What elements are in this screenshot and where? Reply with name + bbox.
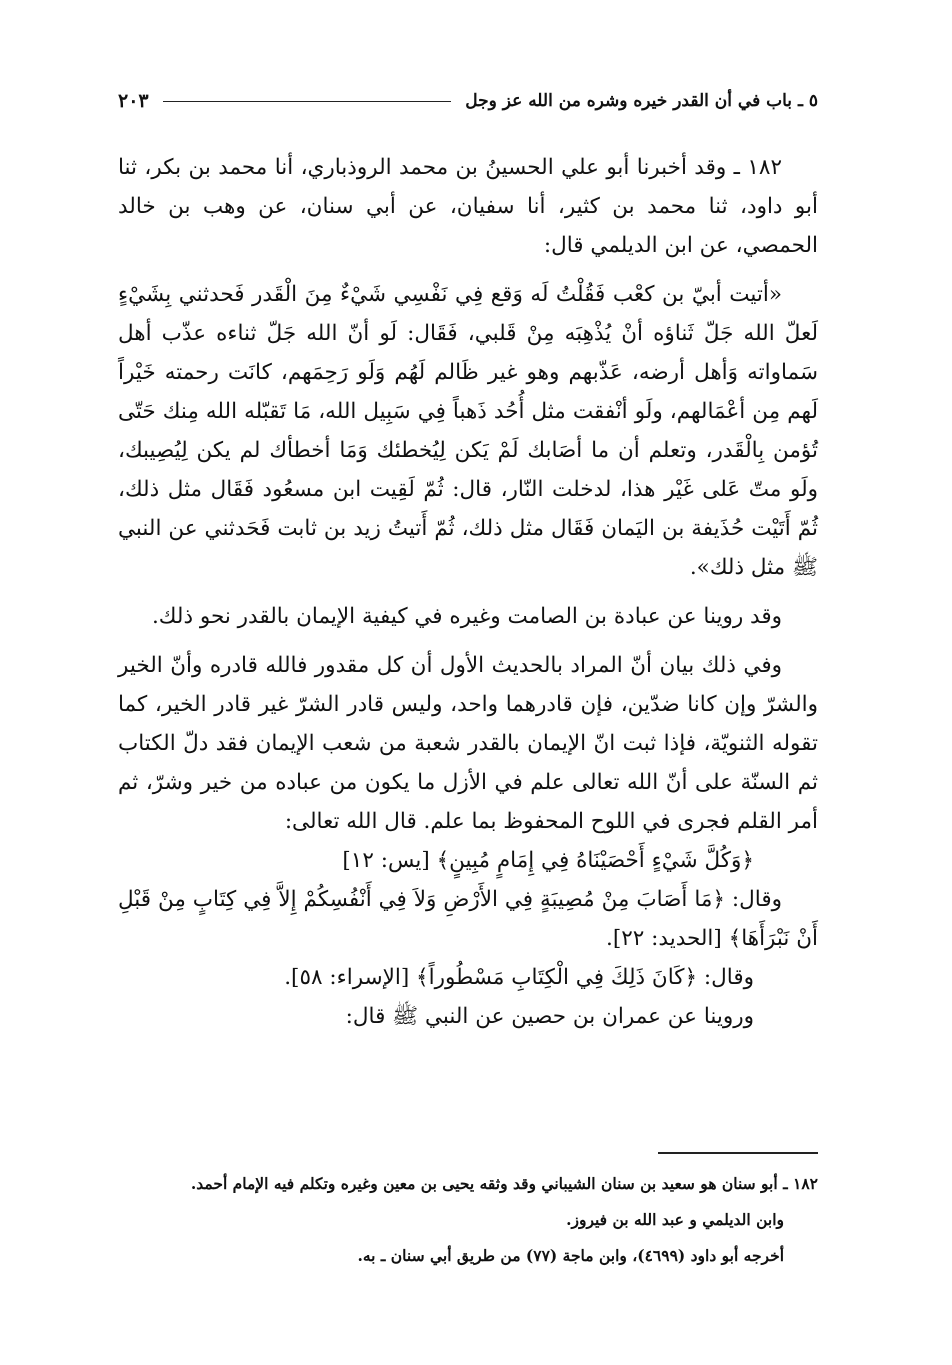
quran-verse-hadid: وقال: ﴿مَا أَصَابَ مِنْ مُصِيبَةٍ فِي الأَرْضِ وَلاَ فِي أَنْفُسِكُمْ إِلاَّ فِي كِتَابٍ مِنْ قَبْلِ أَنْ نَبْرَأَهَا﴾ [الحديد: ٢٢]. xyxy=(118,887,818,951)
page-number: ٢٠٣ xyxy=(118,90,149,112)
main-text xyxy=(118,148,818,1036)
running-title: ٥ ـ باب في أن القدر خيره وشره من الله عز وجل xyxy=(465,91,818,111)
footnote-separator xyxy=(658,1152,818,1154)
page-header xyxy=(118,86,818,116)
quran-verse-yasin: ﴿وَكُلَّ شَيْءٍ أَحْصَيْنَاهُ فِي إِمَامٍ مُبِينٍ﴾ [يس: ١٢] xyxy=(342,848,754,873)
quran-verse-isra: وقال: ﴿كَانَ ذَلِكَ فِي الْكِتَابِ مَسْطُوراً﴾ [الإسراء: ٥٨]. xyxy=(284,965,754,990)
explanation-paragraph: وفي ذلك بيان أنّ المراد بالحديث الأول أن كل مقدور فالله قادره وأنّ الخير والشرّ وإن كانا ضدّين، فإن قادرهما واحد، وليس قادر الشرّ غير قادر الخير، كما تقوله الثنويّة، فإذا ثبت انّ الإيمان بالقدر شعبة من شعب الإيمان فقد دلّ الكتاب ثم السنّة على أنّ الله تعالى علم في الأزل ما يكون من عباده من خير وشرّ، ثم أمر القلم فجرى في اللوح المحفوظ بما علم. قال الله تعالى: xyxy=(118,653,818,834)
hadith-matn-paragraph: «أتيت أبيّ بن كعْب فَقُلْتُ لَه وَقع فِي نَفْسِي شَيْءٌ مِنَ الْقَدر فَحدثني بِشَيْءٍ لَعلّ الله جَلّ ثَناؤه أنْ يُذْهِبَه مِنْ قَلبي، فَقَال: لَو أنّ الله جَلّ ثناءه عذّب أهل سَماواته وَأهل أرضه، عَذّبهم وهو غير ظَالم لَهُم وَلَو رَحِمَهم، كانَت رحمته خَيْراً لَهم مِن أعْمَالهم، ولَو أنْفقت مثل أُحُد ذَهباً فِي سَبِيل الله، مَا تَقبّله الله مِنك حَتّى تُؤمن بِالْقَدر، وتعلم أن ما أصَابك لَمْ يَكن لِيُخطئك وَمَا أخطأك لم يكن لِيُصِيبك، ولَو متّ عَلى غَيْر هذا، لدخلت النّار، قال: ثُمّ لَقِيت ابن مسعُود فَقَال مثل ذلك، ثُمّ أَتَيْت حُذَيفة بن اليَمان فَقَال مثل ذلك، ثُمّ أَتيتُ زيد بن ثابت فَحَدثني عن النبي ﷺ مثل ذلك». xyxy=(118,282,818,580)
footnote-line: أخرجه أبو داود (٤٦٩٩)، وابن ماجة (٧٧) من طريق أبي سنان ـ به. xyxy=(357,1246,784,1265)
narration-imran: وروينا عن عمران بن حصين عن النبي ﷺ قال: xyxy=(345,1004,754,1029)
footnote-line: وابن الديلمي و عبد الله بن فيروز. xyxy=(566,1210,784,1229)
footnote-line: ١٨٢ ـ أبو سنان هو سعيد بن سنان الشيباني وقد وثقه يحيى بن معين وغيره وتكلم فيه الإمام أحمد. xyxy=(190,1174,818,1193)
hadith-isnad-paragraph: ١٨٢ ـ وقد أخبرنا أبو علي الحسينُ بن محمد الروذباري، أنا محمد بن بكر، ثنا أبو داود، ثنا محمد بن كثير، أنا سفيان، عن أبي سنان، عن وهب بن خالد الحمصي، عن ابن الديلمي قال: xyxy=(118,155,818,258)
narration-paragraph: وقد روينا عن عبادة بن الصامت وغيره في كيفية الإيمان بالقدر نحو ذلك. xyxy=(151,604,782,629)
footnotes xyxy=(118,1166,818,1274)
header-rule xyxy=(163,101,452,102)
